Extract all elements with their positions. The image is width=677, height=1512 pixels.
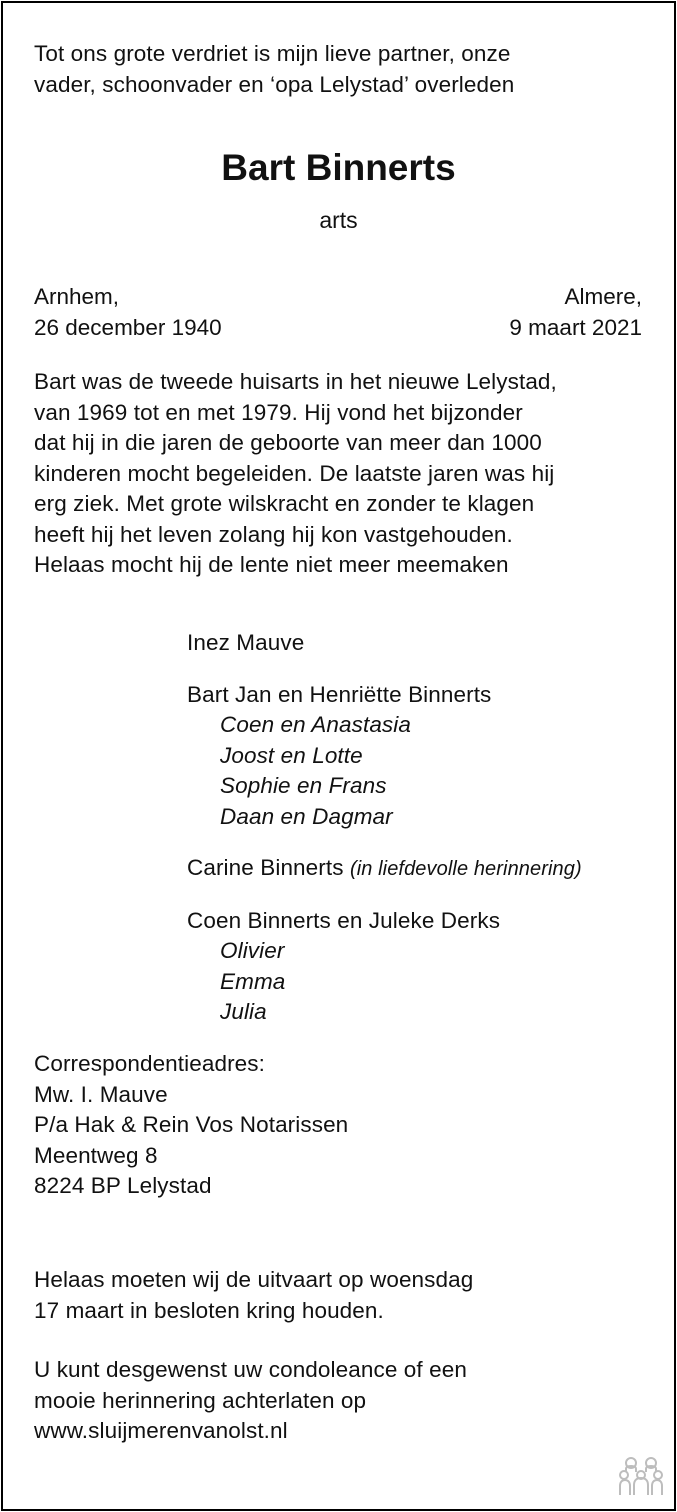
opening-line: Tot ons grote verdriet is mijn lieve partner, onze <box>34 41 511 66</box>
address-line: Mw. I. Mauve <box>34 1081 168 1107</box>
family-group <box>187 906 582 1028</box>
death-details <box>509 282 642 343</box>
address-line: Correspondentieadres: <box>34 1051 265 1076</box>
family-group <box>187 680 582 833</box>
biography-line: heeft hij het leven zolang hij kon vastgehouden. <box>34 521 513 547</box>
biography-line: dat hij in die jaren de geboorte van meer dan 1000 <box>34 430 542 455</box>
family-member-with-note <box>187 853 582 885</box>
family-member-name: Carine Binnerts <box>187 855 344 880</box>
address-line: 8224 BP Lelystad <box>34 1173 212 1198</box>
notice-line: 17 maart in besloten kring houden. <box>34 1297 384 1323</box>
death-date: 9 maart 2021 <box>509 314 642 340</box>
birth-date: 26 december 1940 <box>34 314 222 340</box>
grandchild-couple: Daan en Dagmar <box>220 803 393 829</box>
death-place: Almere, <box>564 284 642 309</box>
grandchild-couple: Joost en Lotte <box>220 742 363 768</box>
birth-details <box>34 282 222 343</box>
birth-place: Arnhem, <box>34 284 120 309</box>
people-group-icon <box>617 1455 665 1499</box>
grandchild-couple: Coen en Anastasia <box>220 712 411 737</box>
correspondence-address <box>34 1049 348 1202</box>
biography-line: Bart was de tweede huisarts in het nieuwe Lelystad, <box>34 369 557 394</box>
address-line: P/a Hak & Rein Vos Notarissen <box>34 1112 349 1137</box>
deceased-profession: arts <box>319 207 358 233</box>
address-line: Meentweg 8 <box>34 1142 158 1168</box>
family-member-name: Bart Jan en Henriëtte Binnerts <box>187 681 492 707</box>
online-condolence-text <box>34 1355 467 1447</box>
condolence-line: mooie herinnering achterlaten op <box>34 1387 367 1413</box>
memorial-note: (in liefdevolle herinnering) <box>349 858 582 880</box>
biography-line: Helaas mocht hij de lente niet meer meemaken <box>34 552 509 577</box>
deceased-name: Bart Binnerts <box>221 147 456 188</box>
biography-line: erg ziek. Met grote wilskracht en zonder te klagen <box>34 491 535 516</box>
family-member-name: Coen Binnerts en Juleke Derks <box>187 907 501 933</box>
notice-line: Helaas moeten wij de uitvaart op woensdag <box>34 1267 474 1292</box>
condolence-link[interactable]: www.sluijmerenvanolst.nl <box>34 1418 288 1443</box>
grandchild-name: Olivier <box>220 938 285 963</box>
biography-text <box>34 367 557 581</box>
biography-line: kinderen mocht begeleiden. De laatste jaren was hij <box>34 460 555 486</box>
grandchild-name: Emma <box>220 968 286 994</box>
funeral-notice <box>34 1265 473 1326</box>
grandchild-name: Julia <box>220 999 267 1024</box>
family-member-name: Inez Mauve <box>187 630 305 655</box>
family-group <box>187 628 582 659</box>
condolence-line: U kunt desgewenst uw condoleance of een <box>34 1357 467 1382</box>
biography-line: van 1969 tot en met 1979. Hij vond het bijzonder <box>34 399 523 425</box>
person-body <box>634 1478 648 1495</box>
opening-line: vader, schoonvader en ‘opa Lelystad’ overleden <box>34 71 515 97</box>
person-head <box>654 1471 662 1479</box>
person-body <box>620 1480 630 1495</box>
person-body <box>652 1480 662 1495</box>
family-list <box>187 628 582 1049</box>
person-head <box>620 1471 628 1479</box>
opening-text <box>34 39 514 100</box>
family-group <box>187 853 582 885</box>
grandchild-couple: Sophie en Frans <box>220 773 387 798</box>
